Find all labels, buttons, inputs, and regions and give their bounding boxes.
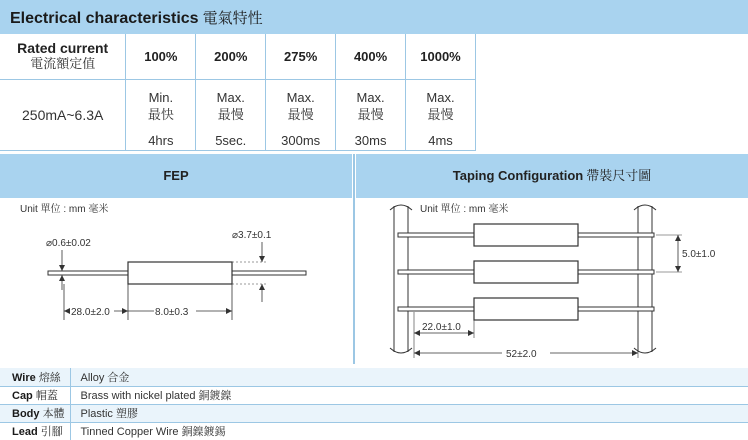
part-zh: 熔絲 <box>38 371 61 384</box>
part-en: Cap <box>12 390 33 402</box>
limit-time: 4hrs <box>148 132 174 148</box>
limit-cell <box>266 79 336 150</box>
fep-lead-length: 28.0±2.0 <box>71 307 110 318</box>
rating-table <box>0 34 476 151</box>
limit-en: Max. <box>286 89 315 105</box>
limit-cell <box>336 79 406 150</box>
limit-time: 30ms <box>354 132 387 148</box>
taping-dimension-drawing <box>356 198 748 364</box>
material-part <box>0 368 70 386</box>
section-header-fep <box>0 154 352 198</box>
material-row <box>0 368 748 386</box>
taped-fuse <box>474 261 578 283</box>
part-zh: 本體 <box>42 408 65 420</box>
limit-en: Min. <box>148 89 174 105</box>
title-zh: 電氣特性 <box>202 10 263 27</box>
material-part <box>0 386 70 404</box>
fep-title: FEP <box>163 168 189 183</box>
limit-time: 300ms <box>281 132 321 148</box>
limit-en: Max. <box>356 89 385 105</box>
pct-cell: 275% <box>266 34 336 79</box>
limit-cell <box>406 79 476 150</box>
fep-fuse-body <box>128 262 232 284</box>
current-range: 250mA~6.3A <box>0 79 126 150</box>
limit-time: 4ms <box>428 132 453 148</box>
taping-inner-spacing: 22.0±1.0 <box>422 322 461 333</box>
pct-cell: 100% <box>126 34 196 79</box>
limit-zh: 最慢 <box>217 106 244 122</box>
taped-fuse <box>474 298 578 320</box>
fep-body-diameter: ⌀3.7±0.1 <box>232 230 272 241</box>
part-zh: 帽蓋 <box>35 390 58 402</box>
part-en: Body <box>12 408 40 420</box>
materials-table <box>0 368 748 440</box>
rated-current-zh: 電流額定值 <box>30 56 96 72</box>
fep-unit: Unit 單位 : mm 毫米 <box>20 204 109 215</box>
material-desc: Plastic 塑膠 <box>70 404 748 422</box>
taping-overall-width: 52±2.0 <box>506 349 537 360</box>
limit-zh: 最慢 <box>357 106 384 122</box>
part-en: Wire <box>12 371 36 384</box>
part-zh: 引腳 <box>40 426 63 438</box>
section-title <box>10 7 263 28</box>
fep-body-length: 8.0±0.3 <box>155 307 189 318</box>
section-divider <box>353 154 355 364</box>
material-part <box>0 422 70 440</box>
limit-zh: 最慢 <box>427 106 454 122</box>
fep-dimension-drawing <box>0 198 352 364</box>
limit-en: Max. <box>426 89 455 105</box>
pct-cell: 400% <box>336 34 406 79</box>
material-part <box>0 404 70 422</box>
taping-unit: Unit 單位 : mm 毫米 <box>420 204 509 215</box>
limit-cell <box>196 79 266 150</box>
title-en: Electrical characteristics <box>10 10 199 27</box>
pct-cell: 200% <box>196 34 266 79</box>
material-desc: Tinned Copper Wire 銅鎳鍍錫 <box>70 422 748 440</box>
taping-title-zh: 帶裝尺寸圖 <box>586 168 652 183</box>
part-en: Lead <box>12 426 38 438</box>
rated-current-header <box>0 34 126 79</box>
rated-current-en: Rated current <box>17 40 109 57</box>
material-row <box>0 404 748 422</box>
section-header-taping <box>356 154 748 198</box>
limit-en: Max. <box>216 89 245 105</box>
fep-lead-diameter: ⌀0.6±0.02 <box>46 238 91 249</box>
material-row <box>0 386 748 404</box>
material-desc: Brass with nickel plated 銅鍍鎳 <box>70 386 748 404</box>
limit-time: 5sec. <box>215 132 247 148</box>
taping-title-en: Taping Configuration <box>452 168 584 183</box>
taping-pitch: 5.0±1.0 <box>682 249 716 260</box>
rating-body-row <box>0 79 476 150</box>
material-row <box>0 422 748 440</box>
limit-cell <box>126 79 196 150</box>
pct-cell: 1000% <box>406 34 476 79</box>
material-desc: Alloy 合金 <box>70 368 748 386</box>
limit-zh: 最快 <box>147 106 174 122</box>
limit-zh: 最慢 <box>287 106 314 122</box>
section-header-electrical <box>0 0 748 34</box>
rating-header-row <box>0 34 476 79</box>
taped-fuse <box>474 224 578 246</box>
